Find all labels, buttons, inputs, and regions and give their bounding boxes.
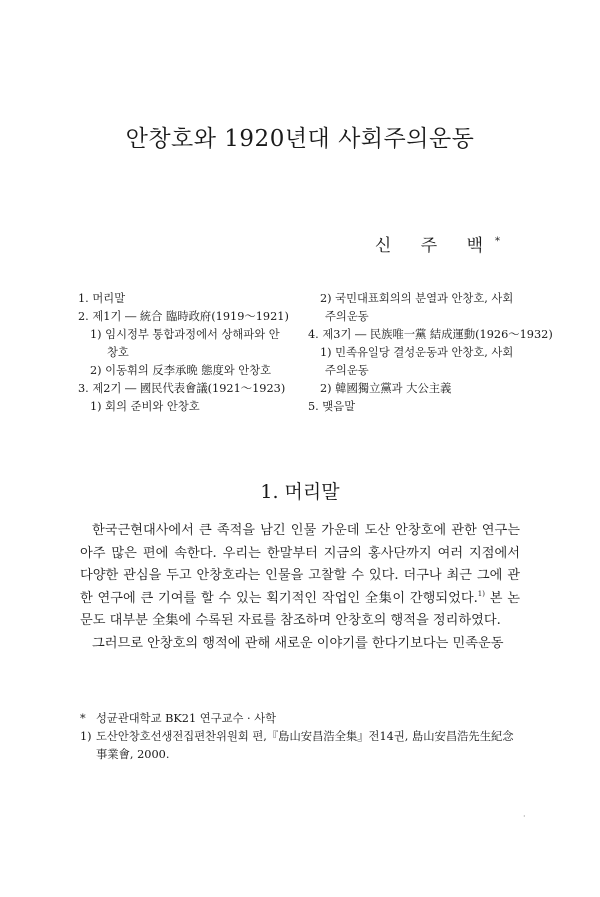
section-heading: 1. 머리말 — [260, 481, 340, 503]
toc-item: 주의운동 — [325, 310, 369, 323]
footnote — [80, 710, 520, 728]
toc-item: 1) 회의 준비와 안창호 — [90, 400, 200, 413]
toc-item: 1) 민족유일당 결성운동과 안창호, 사회 — [320, 346, 514, 359]
toc-item: 1) 임시정부 통합과정에서 상해파와 안 — [90, 328, 280, 341]
author-footnote-mark: * — [495, 236, 500, 247]
toc-right-column — [308, 290, 553, 416]
toc-item: 3. 제2기 ― 國民代表會議(1921～1923) — [78, 382, 286, 395]
author-name — [375, 231, 500, 256]
paragraph-1-rest: 본 논문도 대부분 全集에 수록된 자료를 참조하며 안창호의 행적을 정리하였다. — [80, 590, 520, 629]
footnote-mark: * — [80, 712, 86, 725]
footnote — [80, 728, 520, 764]
paragraph-1 — [80, 520, 520, 633]
toc-item: 2) 국민대표회의의 분열과 안창호, 사회 — [320, 292, 514, 305]
footnote-text: 성균관대학교 BK21 연구교수 · 사학 — [96, 712, 277, 725]
toc-item: 2) 이동휘의 反李承晩 態度와 안창호 — [90, 364, 272, 377]
paragraph-1-text: 한국근현대사에서 큰 족적을 남긴 인물 가운데 도산 안창호에 관한 연구는 아주 많은 편에 속한다. 우리는 한말부터 지금의 홍사단까지 여러 지점에서 다양한 관심을 두고 안창호라는 인물을 고찰할 수 있다. 더구나 최근 그에 관한 연구에 큰 기여를 할 수 있는 획기적인 작업인 全集이 간행되었다. — [80, 523, 520, 606]
toc-left-column — [78, 290, 304, 416]
corner-mark: · — [523, 812, 526, 821]
footnote-text: 도산안창호선생전집편찬위원회 편,『島山安昌浩全集』전14권, 島山安昌浩先生紀念事業會, 2000. — [96, 730, 514, 761]
toc-item: 창호 — [107, 346, 129, 359]
toc-item: 1. 머리말 — [78, 292, 126, 305]
toc-item: 2) 韓國獨立黨과 大公主義 — [320, 382, 452, 395]
footnote-mark: 1) — [80, 730, 92, 743]
author-name-text: 신 주 백 — [374, 236, 495, 256]
toc-item: 2. 제1기 ― 統合 臨時政府(1919～1921) — [78, 310, 289, 323]
footnote-ref: 1) — [477, 589, 485, 598]
toc-item: 4. 제3기 ― 民族唯一黨 結成運動(1926～1932) — [308, 328, 553, 341]
toc-item: 5. 맺음말 — [308, 400, 356, 413]
footnotes — [80, 710, 520, 764]
toc-item: 주의운동 — [325, 364, 369, 377]
paper-title: 안창호와 1920년대 사회주의운동 — [125, 126, 475, 152]
body-text — [80, 520, 520, 656]
paragraph-2: 그러므로 안창호의 행적에 관해 새로운 이야기를 한다기보다는 민족운동 — [92, 635, 504, 651]
